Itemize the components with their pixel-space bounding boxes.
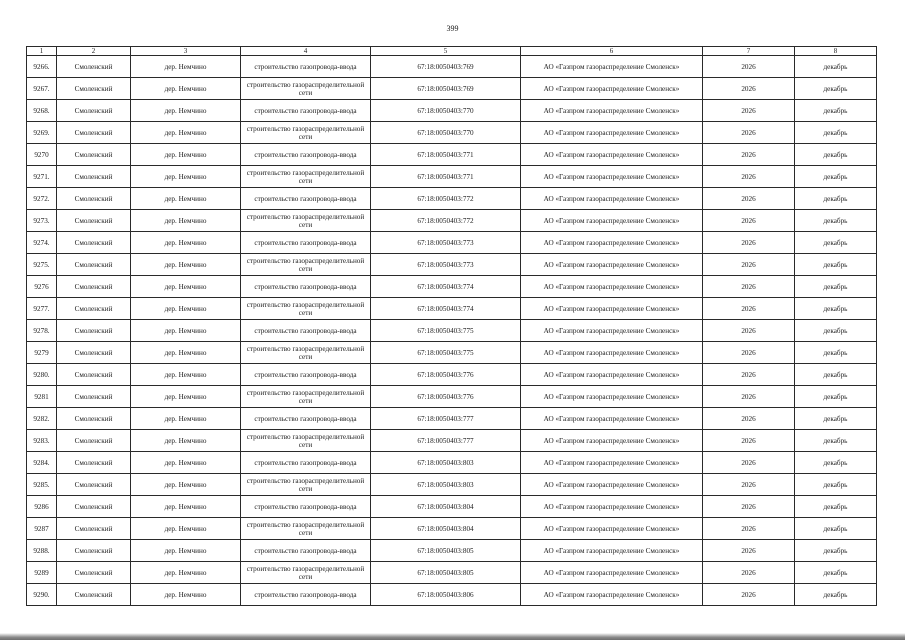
table-row bbox=[27, 430, 877, 452]
table-row bbox=[27, 474, 877, 496]
settlement-cell: дер. Немчино bbox=[131, 518, 241, 540]
settlement-cell: дер. Немчино bbox=[131, 474, 241, 496]
district-cell: Смоленский bbox=[57, 78, 131, 100]
month-cell: декабрь bbox=[795, 166, 877, 188]
work-type-cell: строительство газораспределительной сети bbox=[241, 254, 371, 276]
district-cell: Смоленский bbox=[57, 166, 131, 188]
district-cell: Смоленский bbox=[57, 298, 131, 320]
column-header: 5 bbox=[371, 47, 521, 56]
settlement-cell: дер. Немчино bbox=[131, 232, 241, 254]
work-type-cell: строительство газораспределительной сети bbox=[241, 342, 371, 364]
cadastral-number-cell: 67:18:0050403:773 bbox=[371, 254, 521, 276]
cadastral-number-cell: 67:18:0050403:805 bbox=[371, 562, 521, 584]
table-row bbox=[27, 584, 877, 606]
work-type-cell: строительство газораспределительной сети bbox=[241, 298, 371, 320]
year-cell: 2026 bbox=[703, 584, 795, 606]
organization-cell: АО «Газпром газораспределение Смоленск» bbox=[521, 320, 703, 342]
row-number-cell: 9275. bbox=[27, 254, 57, 276]
work-type-cell: строительство газораспределительной сети bbox=[241, 474, 371, 496]
cadastral-number-cell: 67:18:0050403:805 bbox=[371, 540, 521, 562]
table-row bbox=[27, 166, 877, 188]
organization-cell: АО «Газпром газораспределение Смоленск» bbox=[521, 364, 703, 386]
district-cell: Смоленский bbox=[57, 408, 131, 430]
organization-cell: АО «Газпром газораспределение Смоленск» bbox=[521, 78, 703, 100]
month-cell: декабрь bbox=[795, 276, 877, 298]
table-row bbox=[27, 518, 877, 540]
settlement-cell: дер. Немчино bbox=[131, 540, 241, 562]
year-cell: 2026 bbox=[703, 122, 795, 144]
district-cell: Смоленский bbox=[57, 144, 131, 166]
work-type-cell: строительство газопровода-ввода bbox=[241, 584, 371, 606]
district-cell: Смоленский bbox=[57, 188, 131, 210]
year-cell: 2026 bbox=[703, 408, 795, 430]
row-number-cell: 9268. bbox=[27, 100, 57, 122]
table-body bbox=[27, 56, 877, 606]
work-type-cell: строительство газопровода-ввода bbox=[241, 452, 371, 474]
row-number-cell: 9271. bbox=[27, 166, 57, 188]
column-header: 6 bbox=[521, 47, 703, 56]
year-cell: 2026 bbox=[703, 430, 795, 452]
row-number-cell: 9281 bbox=[27, 386, 57, 408]
table-row bbox=[27, 144, 877, 166]
scan-edge bbox=[0, 633, 905, 640]
organization-cell: АО «Газпром газораспределение Смоленск» bbox=[521, 100, 703, 122]
work-type-cell: строительство газораспределительной сети bbox=[241, 386, 371, 408]
year-cell: 2026 bbox=[703, 298, 795, 320]
table-row bbox=[27, 540, 877, 562]
column-header: 2 bbox=[57, 47, 131, 56]
month-cell: декабрь bbox=[795, 298, 877, 320]
month-cell: декабрь bbox=[795, 78, 877, 100]
registry-table bbox=[26, 46, 877, 606]
table-row bbox=[27, 232, 877, 254]
settlement-cell: дер. Немчино bbox=[131, 386, 241, 408]
month-cell: декабрь bbox=[795, 584, 877, 606]
settlement-cell: дер. Немчино bbox=[131, 100, 241, 122]
row-number-cell: 9279 bbox=[27, 342, 57, 364]
district-cell: Смоленский bbox=[57, 254, 131, 276]
column-header: 4 bbox=[241, 47, 371, 56]
district-cell: Смоленский bbox=[57, 342, 131, 364]
header-row bbox=[27, 47, 877, 56]
work-type-cell: строительство газопровода-ввода bbox=[241, 408, 371, 430]
work-type-cell: строительство газопровода-ввода bbox=[241, 276, 371, 298]
organization-cell: АО «Газпром газораспределение Смоленск» bbox=[521, 496, 703, 518]
month-cell: декабрь bbox=[795, 452, 877, 474]
table-row bbox=[27, 100, 877, 122]
year-cell: 2026 bbox=[703, 100, 795, 122]
organization-cell: АО «Газпром газораспределение Смоленск» bbox=[521, 232, 703, 254]
month-cell: декабрь bbox=[795, 386, 877, 408]
row-number-cell: 9266. bbox=[27, 56, 57, 78]
work-type-cell: строительство газораспределительной сети bbox=[241, 518, 371, 540]
month-cell: декабрь bbox=[795, 56, 877, 78]
table-row bbox=[27, 386, 877, 408]
table-row bbox=[27, 298, 877, 320]
organization-cell: АО «Газпром газораспределение Смоленск» bbox=[521, 518, 703, 540]
column-header: 7 bbox=[703, 47, 795, 56]
cadastral-number-cell: 67:18:0050403:769 bbox=[371, 56, 521, 78]
work-type-cell: строительство газопровода-ввода bbox=[241, 56, 371, 78]
year-cell: 2026 bbox=[703, 210, 795, 232]
settlement-cell: дер. Немчино bbox=[131, 408, 241, 430]
district-cell: Смоленский bbox=[57, 232, 131, 254]
month-cell: декабрь bbox=[795, 540, 877, 562]
district-cell: Смоленский bbox=[57, 276, 131, 298]
cadastral-number-cell: 67:18:0050403:806 bbox=[371, 584, 521, 606]
settlement-cell: дер. Немчино bbox=[131, 188, 241, 210]
organization-cell: АО «Газпром газораспределение Смоленск» bbox=[521, 254, 703, 276]
row-number-cell: 9273. bbox=[27, 210, 57, 232]
district-cell: Смоленский bbox=[57, 540, 131, 562]
cadastral-number-cell: 67:18:0050403:770 bbox=[371, 100, 521, 122]
row-number-cell: 9282. bbox=[27, 408, 57, 430]
table-row bbox=[27, 210, 877, 232]
district-cell: Смоленский bbox=[57, 100, 131, 122]
work-type-cell: строительство газопровода-ввода bbox=[241, 100, 371, 122]
month-cell: декабрь bbox=[795, 342, 877, 364]
work-type-cell: строительство газопровода-ввода bbox=[241, 188, 371, 210]
work-type-cell: строительство газораспределительной сети bbox=[241, 210, 371, 232]
year-cell: 2026 bbox=[703, 540, 795, 562]
organization-cell: АО «Газпром газораспределение Смоленск» bbox=[521, 584, 703, 606]
table-row bbox=[27, 276, 877, 298]
cadastral-number-cell: 67:18:0050403:772 bbox=[371, 188, 521, 210]
work-type-cell: строительство газопровода-ввода bbox=[241, 232, 371, 254]
organization-cell: АО «Газпром газораспределение Смоленск» bbox=[521, 452, 703, 474]
row-number-cell: 9274. bbox=[27, 232, 57, 254]
work-type-cell: строительство газопровода-ввода bbox=[241, 364, 371, 386]
year-cell: 2026 bbox=[703, 452, 795, 474]
year-cell: 2026 bbox=[703, 78, 795, 100]
row-number-cell: 9290. bbox=[27, 584, 57, 606]
table-row bbox=[27, 254, 877, 276]
table-row bbox=[27, 320, 877, 342]
cadastral-number-cell: 67:18:0050403:773 bbox=[371, 232, 521, 254]
settlement-cell: дер. Немчино bbox=[131, 342, 241, 364]
year-cell: 2026 bbox=[703, 474, 795, 496]
work-type-cell: строительство газораспределительной сети bbox=[241, 122, 371, 144]
cadastral-number-cell: 67:18:0050403:776 bbox=[371, 386, 521, 408]
row-number-cell: 9289 bbox=[27, 562, 57, 584]
month-cell: декабрь bbox=[795, 496, 877, 518]
cadastral-number-cell: 67:18:0050403:771 bbox=[371, 144, 521, 166]
cadastral-number-cell: 67:18:0050403:769 bbox=[371, 78, 521, 100]
row-number-cell: 9285. bbox=[27, 474, 57, 496]
district-cell: Смоленский bbox=[57, 562, 131, 584]
district-cell: Смоленский bbox=[57, 430, 131, 452]
settlement-cell: дер. Немчино bbox=[131, 166, 241, 188]
row-number-cell: 9283. bbox=[27, 430, 57, 452]
district-cell: Смоленский bbox=[57, 452, 131, 474]
row-number-cell: 9277. bbox=[27, 298, 57, 320]
row-number-cell: 9276 bbox=[27, 276, 57, 298]
settlement-cell: дер. Немчино bbox=[131, 122, 241, 144]
month-cell: декабрь bbox=[795, 408, 877, 430]
cadastral-number-cell: 67:18:0050403:804 bbox=[371, 518, 521, 540]
table-row bbox=[27, 122, 877, 144]
settlement-cell: дер. Немчино bbox=[131, 496, 241, 518]
year-cell: 2026 bbox=[703, 562, 795, 584]
page-number: 399 bbox=[446, 24, 459, 33]
year-cell: 2026 bbox=[703, 518, 795, 540]
year-cell: 2026 bbox=[703, 496, 795, 518]
row-number-cell: 9270 bbox=[27, 144, 57, 166]
settlement-cell: дер. Немчино bbox=[131, 320, 241, 342]
year-cell: 2026 bbox=[703, 56, 795, 78]
cadastral-number-cell: 67:18:0050403:777 bbox=[371, 408, 521, 430]
cadastral-number-cell: 67:18:0050403:774 bbox=[371, 298, 521, 320]
organization-cell: АО «Газпром газораспределение Смоленск» bbox=[521, 342, 703, 364]
district-cell: Смоленский bbox=[57, 364, 131, 386]
month-cell: декабрь bbox=[795, 320, 877, 342]
table-row bbox=[27, 342, 877, 364]
table-row bbox=[27, 78, 877, 100]
month-cell: декабрь bbox=[795, 254, 877, 276]
cadastral-number-cell: 67:18:0050403:771 bbox=[371, 166, 521, 188]
cadastral-number-cell: 67:18:0050403:803 bbox=[371, 452, 521, 474]
settlement-cell: дер. Немчино bbox=[131, 364, 241, 386]
work-type-cell: строительство газопровода-ввода bbox=[241, 320, 371, 342]
district-cell: Смоленский bbox=[57, 122, 131, 144]
month-cell: декабрь bbox=[795, 122, 877, 144]
month-cell: декабрь bbox=[795, 144, 877, 166]
year-cell: 2026 bbox=[703, 188, 795, 210]
row-number-cell: 9288. bbox=[27, 540, 57, 562]
settlement-cell: дер. Немчино bbox=[131, 210, 241, 232]
year-cell: 2026 bbox=[703, 364, 795, 386]
district-cell: Смоленский bbox=[57, 320, 131, 342]
settlement-cell: дер. Немчино bbox=[131, 584, 241, 606]
organization-cell: АО «Газпром газораспределение Смоленск» bbox=[521, 188, 703, 210]
cadastral-number-cell: 67:18:0050403:804 bbox=[371, 496, 521, 518]
month-cell: декабрь bbox=[795, 188, 877, 210]
cadastral-number-cell: 67:18:0050403:775 bbox=[371, 342, 521, 364]
settlement-cell: дер. Немчино bbox=[131, 430, 241, 452]
year-cell: 2026 bbox=[703, 232, 795, 254]
cadastral-number-cell: 67:18:0050403:770 bbox=[371, 122, 521, 144]
district-cell: Смоленский bbox=[57, 584, 131, 606]
row-number-cell: 9269. bbox=[27, 122, 57, 144]
month-cell: декабрь bbox=[795, 100, 877, 122]
organization-cell: АО «Газпром газораспределение Смоленск» bbox=[521, 430, 703, 452]
district-cell: Смоленский bbox=[57, 518, 131, 540]
organization-cell: АО «Газпром газораспределение Смоленск» bbox=[521, 562, 703, 584]
month-cell: декабрь bbox=[795, 364, 877, 386]
table-row bbox=[27, 452, 877, 474]
cadastral-number-cell: 67:18:0050403:772 bbox=[371, 210, 521, 232]
organization-cell: АО «Газпром газораспределение Смоленск» bbox=[521, 540, 703, 562]
work-type-cell: строительство газораспределительной сети bbox=[241, 166, 371, 188]
settlement-cell: дер. Немчино bbox=[131, 254, 241, 276]
table-row bbox=[27, 56, 877, 78]
cadastral-number-cell: 67:18:0050403:774 bbox=[371, 276, 521, 298]
row-number-cell: 9280. bbox=[27, 364, 57, 386]
row-number-cell: 9278. bbox=[27, 320, 57, 342]
settlement-cell: дер. Немчино bbox=[131, 56, 241, 78]
district-cell: Смоленский bbox=[57, 496, 131, 518]
month-cell: декабрь bbox=[795, 430, 877, 452]
organization-cell: АО «Газпром газораспределение Смоленск» bbox=[521, 408, 703, 430]
organization-cell: АО «Газпром газораспределение Смоленск» bbox=[521, 122, 703, 144]
month-cell: декабрь bbox=[795, 518, 877, 540]
table-row bbox=[27, 408, 877, 430]
year-cell: 2026 bbox=[703, 386, 795, 408]
work-type-cell: строительство газопровода-ввода bbox=[241, 540, 371, 562]
row-number-cell: 9284. bbox=[27, 452, 57, 474]
year-cell: 2026 bbox=[703, 144, 795, 166]
work-type-cell: строительство газопровода-ввода bbox=[241, 496, 371, 518]
column-header: 3 bbox=[131, 47, 241, 56]
district-cell: Смоленский bbox=[57, 210, 131, 232]
year-cell: 2026 bbox=[703, 276, 795, 298]
cadastral-number-cell: 67:18:0050403:777 bbox=[371, 430, 521, 452]
organization-cell: АО «Газпром газораспределение Смоленск» bbox=[521, 276, 703, 298]
district-cell: Смоленский bbox=[57, 386, 131, 408]
row-number-cell: 9286 bbox=[27, 496, 57, 518]
year-cell: 2026 bbox=[703, 254, 795, 276]
settlement-cell: дер. Немчино bbox=[131, 144, 241, 166]
organization-cell: АО «Газпром газораспределение Смоленск» bbox=[521, 298, 703, 320]
month-cell: декабрь bbox=[795, 474, 877, 496]
organization-cell: АО «Газпром газораспределение Смоленск» bbox=[521, 386, 703, 408]
cadastral-number-cell: 67:18:0050403:775 bbox=[371, 320, 521, 342]
row-number-cell: 9267. bbox=[27, 78, 57, 100]
district-cell: Смоленский bbox=[57, 474, 131, 496]
column-header: 1 bbox=[27, 47, 57, 56]
column-header: 8 bbox=[795, 47, 877, 56]
settlement-cell: дер. Немчино bbox=[131, 298, 241, 320]
cadastral-number-cell: 67:18:0050403:776 bbox=[371, 364, 521, 386]
organization-cell: АО «Газпром газораспределение Смоленск» bbox=[521, 210, 703, 232]
settlement-cell: дер. Немчино bbox=[131, 276, 241, 298]
work-type-cell: строительство газораспределительной сети bbox=[241, 562, 371, 584]
organization-cell: АО «Газпром газораспределение Смоленск» bbox=[521, 166, 703, 188]
year-cell: 2026 bbox=[703, 342, 795, 364]
district-cell: Смоленский bbox=[57, 56, 131, 78]
cadastral-number-cell: 67:18:0050403:803 bbox=[371, 474, 521, 496]
organization-cell: АО «Газпром газораспределение Смоленск» bbox=[521, 56, 703, 78]
row-number-cell: 9287 bbox=[27, 518, 57, 540]
settlement-cell: дер. Немчино bbox=[131, 452, 241, 474]
row-number-cell: 9272. bbox=[27, 188, 57, 210]
month-cell: декабрь bbox=[795, 232, 877, 254]
organization-cell: АО «Газпром газораспределение Смоленск» bbox=[521, 474, 703, 496]
settlement-cell: дер. Немчино bbox=[131, 78, 241, 100]
organization-cell: АО «Газпром газораспределение Смоленск» bbox=[521, 144, 703, 166]
table-row bbox=[27, 496, 877, 518]
work-type-cell: строительство газораспределительной сети bbox=[241, 78, 371, 100]
year-cell: 2026 bbox=[703, 166, 795, 188]
month-cell: декабрь bbox=[795, 562, 877, 584]
work-type-cell: строительство газопровода-ввода bbox=[241, 144, 371, 166]
table-row bbox=[27, 364, 877, 386]
work-type-cell: строительство газораспределительной сети bbox=[241, 430, 371, 452]
table-row bbox=[27, 188, 877, 210]
settlement-cell: дер. Немчино bbox=[131, 562, 241, 584]
table-row bbox=[27, 562, 877, 584]
year-cell: 2026 bbox=[703, 320, 795, 342]
month-cell: декабрь bbox=[795, 210, 877, 232]
